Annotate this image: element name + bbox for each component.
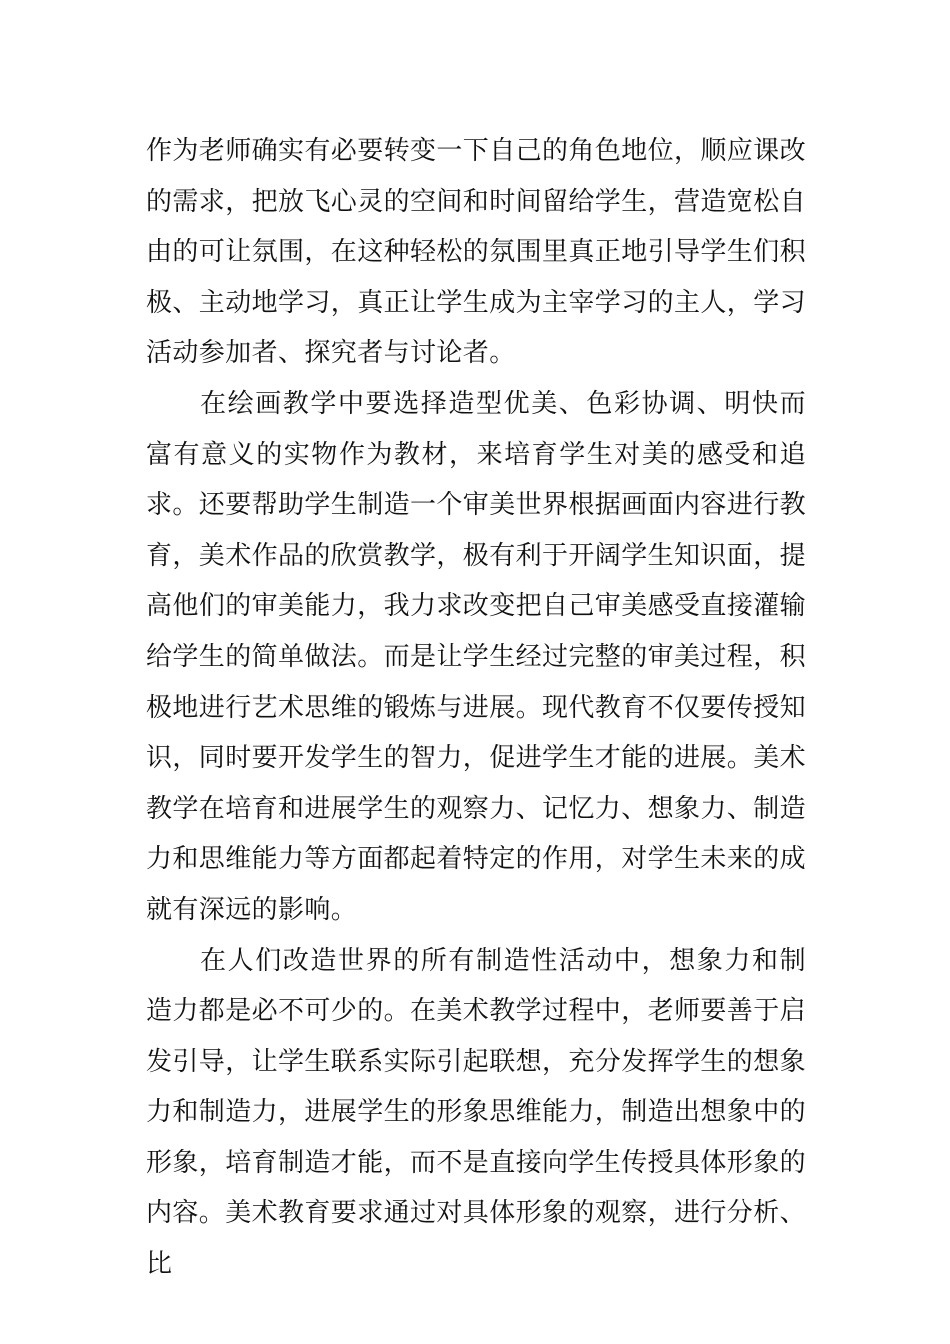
paragraph-painting-teaching: 在绘画教学中要选择造型优美、色彩协调、明快而富有意义的实物作为教材，来培育学生对美的感受和追求。还要帮助学生制造一个审美世界根据画面内容进行教育，美术作品的欣赏教学，极有利于开阔学生知识面，提高他们的审美能力，我力求改变把自己审美感受直接灌输给学生的简单做法。而是让学生经过完整的审美过程，积极地进行艺术思维的锻炼与进展。现代教育不仅要传授知识，同时要开发学生的智力，促进学生才能的进展。美术教学在培育和进展学生的观察力、记忆力、想象力、制造力和思维能力等方面都起着特定的作用，对学生未来的成就有深远的影响。 <box>146 388 807 925</box>
paragraph-imagination-creativity: 在人们改造世界的所有制造性活动中，想象力和制造力都是必不可少的。在美术教学过程中，老师要善于启发引导，让学生联系实际引起联想，充分发挥学生的想象力和制造力，进展学生的形象思维能力，制造出想象中的形象，培育制造才能，而不是直接向学生传授具体形象的内容。美术教育要求通过对具体形象的观察，进行分析、比 <box>146 945 807 1280</box>
body-text <box>146 126 806 1290</box>
paragraph-continuation: 作为老师确实有必要转变一下自己的角色地位，顺应课改的需求，把放飞心灵的空间和时间留给学生，营造宽松自由的可让氛围，在这种轻松的氛围里真正地引导学生们积极、主动地学习，真正让学生成为主宰学习的主人，学习活动参加者、探究者与讨论者。 <box>146 136 807 369</box>
